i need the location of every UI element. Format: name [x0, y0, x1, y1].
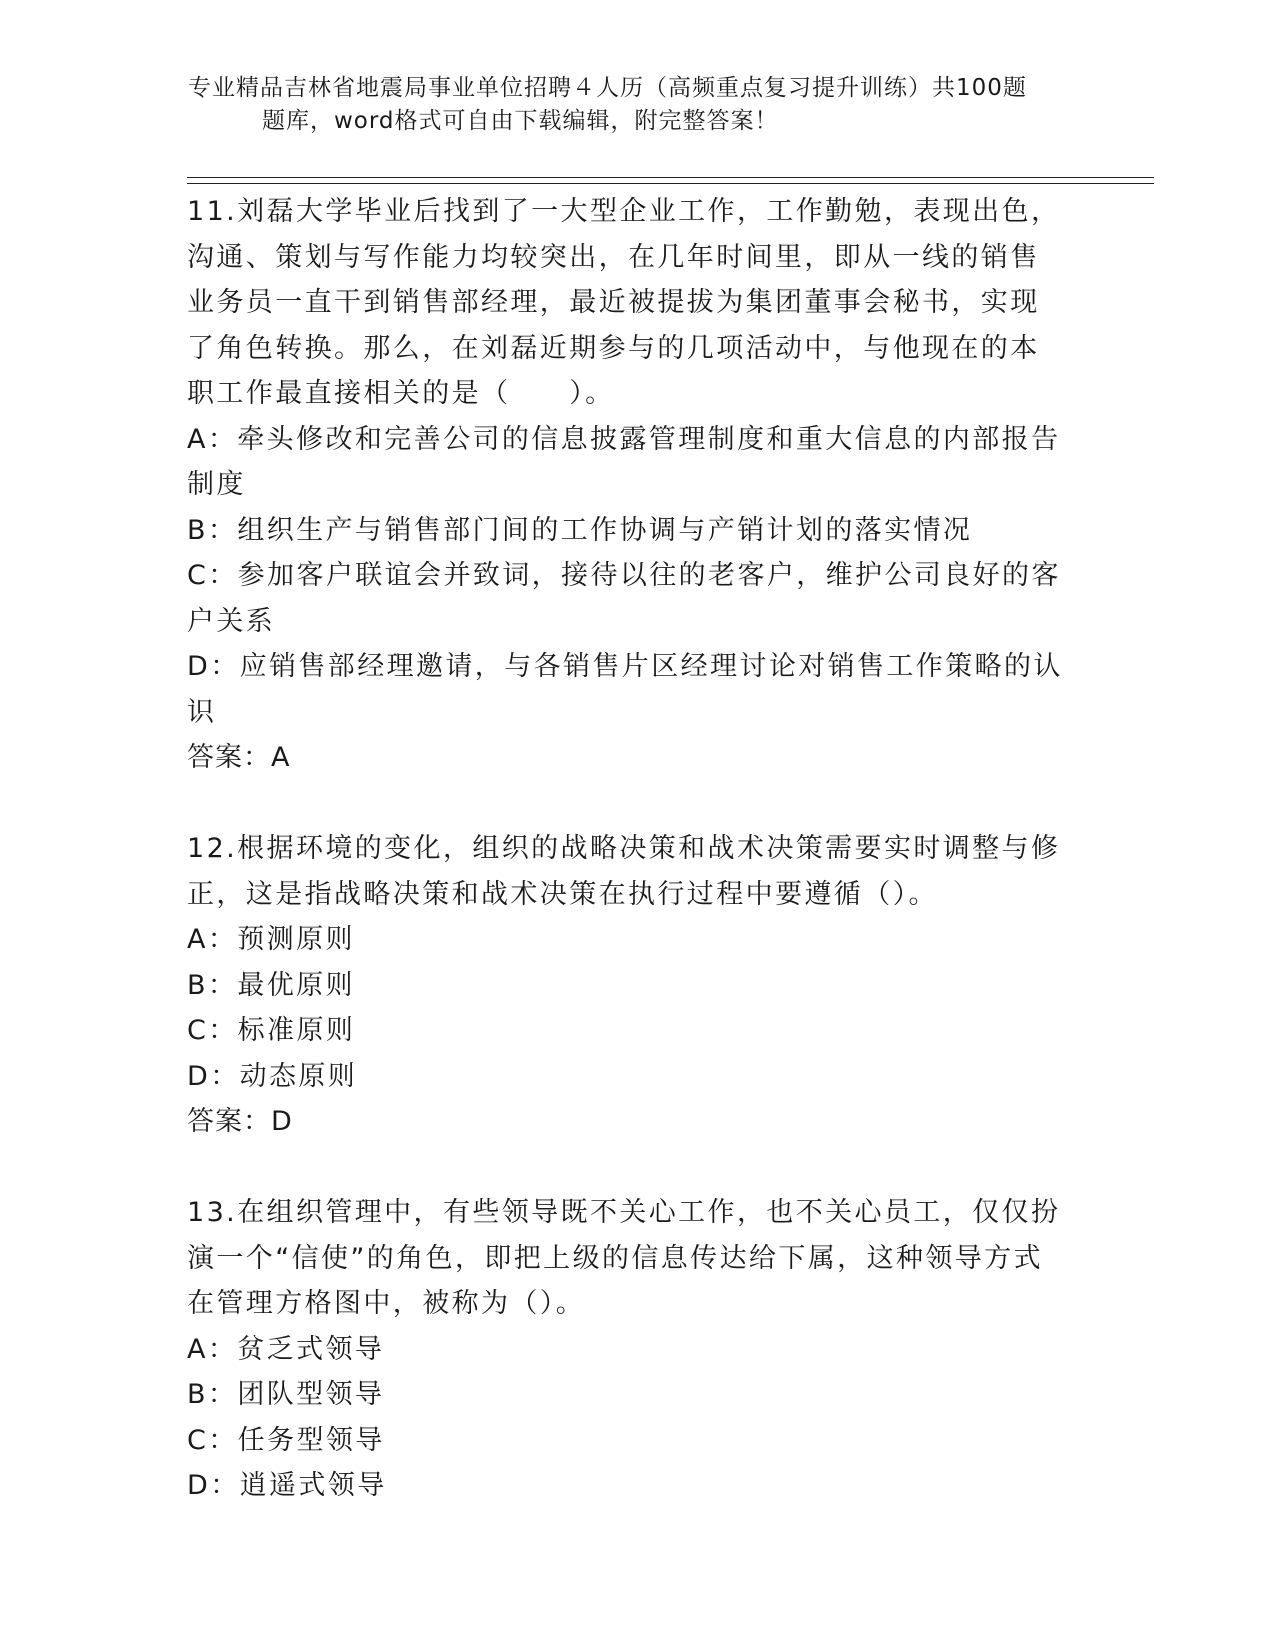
option-c: C：参加客户联谊会并致词，接待以往的老客户，维护公司良好的客户关系 [187, 560, 1061, 637]
question-list [187, 189, 1067, 1509]
option-b: B：组织生产与销售部门间的工作协调与产销计划的落实情况 [187, 514, 973, 546]
option-b: B：团队型领导 [187, 1379, 385, 1410]
question-gap [187, 1145, 1067, 1191]
option-a: A：牵头修改和完善公司的信息披露管理制度和重大信息的内部报告制度 [187, 423, 1061, 500]
answer-label: 答案：D [187, 1106, 293, 1137]
option-c: C：标准原则 [187, 1015, 356, 1046]
header-title-line-1: 专业精品吉林省地震局事业单位招聘４人历（高频重点复习提升训练）共100题 [188, 75, 1027, 101]
question-11 [187, 189, 1067, 781]
option-a: A：贫乏式领导 [187, 1333, 385, 1365]
header-divider-bottom [187, 183, 1154, 184]
option-a: A：预测原则 [187, 924, 355, 955]
document-header [188, 72, 1068, 138]
header-divider-top [187, 177, 1154, 178]
option-d: D：应销售部经理邀请，与各销售片区经理讨论对销售工作策略的认识 [187, 651, 1063, 728]
question-text: 11.刘磊大学毕业后找到了一大型企业工作，工作勤勉，表现出色，沟通、策划与写作能力均较突出，在几年时间里，即从一线的销售业务员一直干到销售部经理，最近被提拔为集团董事会秘书，实现了角色转换。那么，在刘磊近期参与的几项活动中，与他现在的本职工作最直接相关的是（ ）。 [187, 196, 1061, 409]
question-13 [187, 1190, 1067, 1509]
option-d: D：动态原则 [187, 1060, 358, 1092]
option-d: D：逍遥式领导 [187, 1470, 387, 1501]
question-text: 13.在组织管理中，有些领导既不关心工作，也不关心员工，仅仅扮演一个“信使”的角色，即把上级的信息传达给下属，这种领导方式在管理方格图中，被称为（）。 [187, 1197, 1061, 1319]
question-gap [187, 781, 1067, 827]
option-b: B：最优原则 [187, 969, 355, 1001]
header-title-line-2: 题库，word格式可自由下载编辑，附完整答案！ [262, 108, 779, 134]
question-text: 12.根据环境的变化，组织的战略决策和战术决策需要实时调整与修正，这是指战略决策和战术决策在执行过程中要遵循（）。 [187, 833, 1061, 910]
option-c: C：任务型领导 [187, 1424, 385, 1456]
question-12 [187, 826, 1067, 1145]
answer-label: 答案：A [187, 742, 291, 773]
